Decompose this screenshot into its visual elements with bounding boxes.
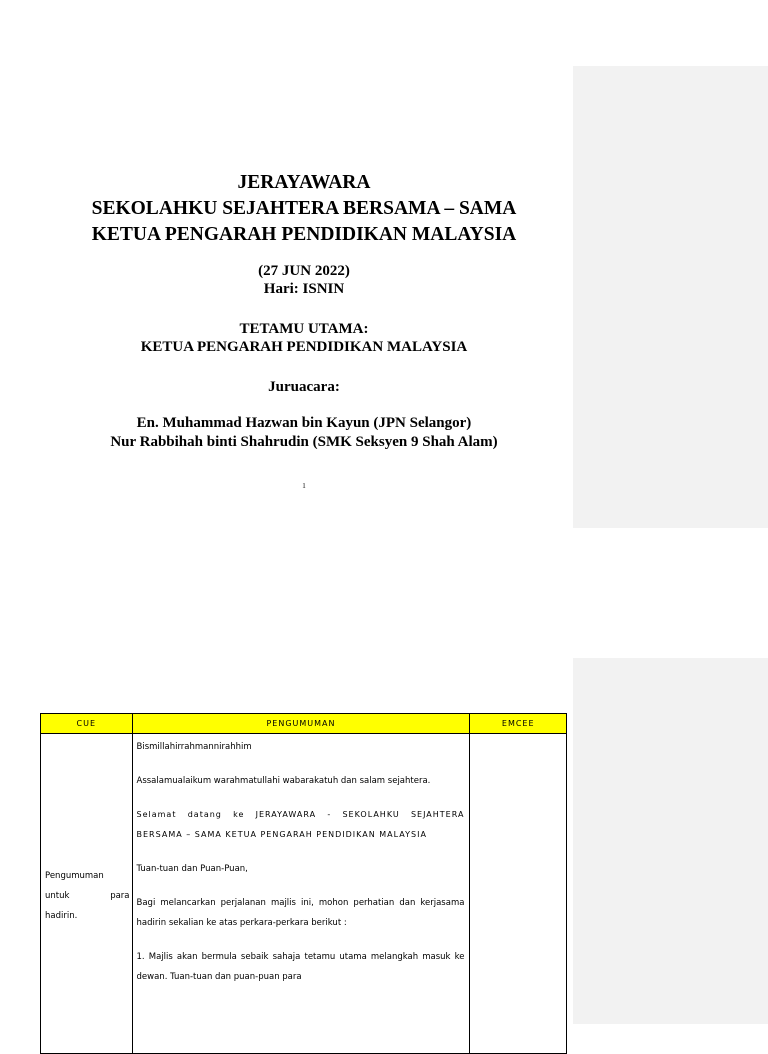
guest-label: TETAMU UTAMA: xyxy=(239,321,369,337)
cue-line: Pengumuman xyxy=(45,871,104,881)
event-day: Hari: ISNIN xyxy=(263,281,345,297)
cue-line: untuk para xyxy=(45,891,130,901)
emcee-names xyxy=(0,414,608,452)
paragraph-attention: Bagi melancarkan perjalanan majlis ini, mohon perhatian dan kerjasama hadirin sekalian ke atas perkara-perkara berikut : xyxy=(136,898,465,928)
emcee-name-1: En. Muhammad Hazwan bin Kayun (JPN Selangor) xyxy=(136,415,472,431)
guest-block xyxy=(0,320,608,356)
title-line-3: KETUA PENGARAH PENDIDIKAN MALAYSIA xyxy=(91,224,517,245)
cue-text xyxy=(45,866,130,926)
column-header-pengumuman: PENGUMUMAN xyxy=(132,714,470,734)
paragraph-welcome: Selamat datang ke JERAYAWARA - SEKOLAHKU SEJAHTERA BERSAMA – SAMA KETUA PENGARAH PENDIDIKAN MALAYSIA xyxy=(136,810,465,839)
script-table xyxy=(40,713,567,1054)
event-date-block xyxy=(0,262,608,298)
table-header-row xyxy=(41,714,567,734)
emcee-heading: Juruacara: xyxy=(268,379,340,395)
document-title xyxy=(0,170,608,248)
table-row xyxy=(41,734,567,1054)
column-header-cue: CUE xyxy=(41,714,133,734)
title-line-2: SEKOLAHKU SEJAHTERA BERSAMA – SAMA xyxy=(91,198,517,219)
column-header-emcee: EMCEE xyxy=(470,714,567,734)
emcee-name-2: Nur Rabbihah binti Shahrudin (SMK Seksyen 9 Shah Alam) xyxy=(110,434,498,450)
emcee-cell xyxy=(470,734,567,1054)
cue-cell xyxy=(41,734,133,1054)
announcement-text xyxy=(133,734,470,987)
paragraph-item-1: 1. Majlis akan bermula sebaik sahaja tetamu utama melangkah masuk ke dewan. Tuan-tuan dan puan-puan para xyxy=(136,952,465,982)
announcement-cell xyxy=(132,734,470,1054)
guest-name: KETUA PENGARAH PENDIDIKAN MALAYSIA xyxy=(140,339,468,355)
cue-line: hadirin. xyxy=(45,911,78,921)
comment-margin-panel xyxy=(573,658,768,1024)
event-date: (27 JUN 2022) xyxy=(258,263,350,279)
paragraph-opening: Bismillahirrahmannirahhim xyxy=(136,742,252,752)
paragraph-greeting: Assalamualaikum warahmatullahi wabarakatuh dan salam sejahtera. xyxy=(136,776,431,786)
page-number: 1 xyxy=(302,482,306,490)
paragraph-address: Tuan-tuan dan Puan-Puan, xyxy=(136,864,248,874)
title-line-1: JERAYAWARA xyxy=(237,172,371,193)
